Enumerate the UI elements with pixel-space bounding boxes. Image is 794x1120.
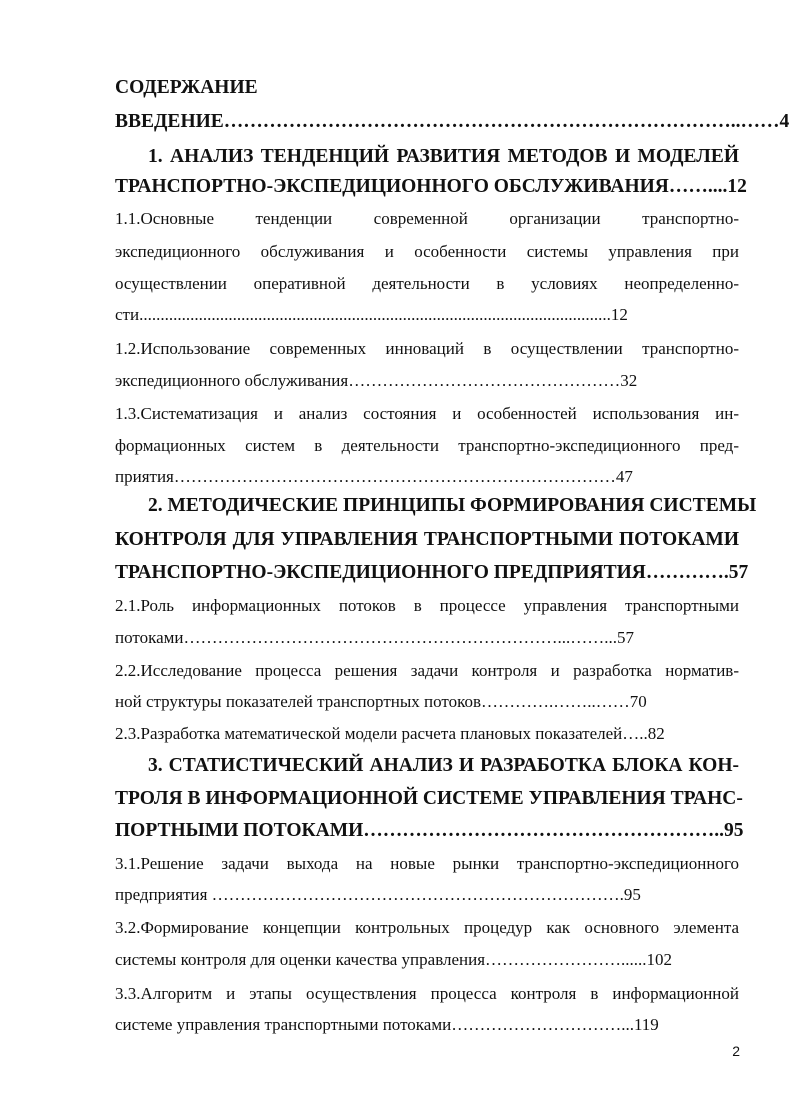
toc-section-3-1-line-2: предприятия ……………………………………………………………….95 bbox=[115, 885, 641, 904]
toc-section-1-1-line-1: 1.1.Основные тенденции современной организации транспортно- bbox=[115, 209, 739, 228]
toc-section-3-2-line-2: системы контроля для оценки качества управления……………………......102 bbox=[115, 950, 673, 969]
toc-section-2-2-line-1: 2.2.Исследование процесса решения задачи контроля и разработка норматив- bbox=[115, 661, 739, 680]
toc-section-1-3-line-1: 1.3.Систематизация и анализ состояния и особенностей использования ин- bbox=[115, 404, 739, 423]
toc-intro: ВВЕДЕНИЕ……………………………………………………………………..……4 bbox=[115, 111, 790, 132]
toc-chapter-2-line-1: 2. МЕТОДИЧЕСКИЕ ПРИНЦИПЫ ФОРМИРОВАНИЯ СИСТЕМЫ bbox=[148, 495, 757, 516]
toc-section-1-1-line-2: экспедиционного обслуживания и особенности системы управления при bbox=[115, 242, 739, 261]
toc-chapter-2-line-3: ТРАНСПОРТНО-ЭКСПЕДИЦИОННОГО ПРЕДПРИЯТИЯ………….57 bbox=[115, 562, 749, 583]
toc-chapter-3-line-2: ТРОЛЯ В ИНФОРМАЦИОННОЙ СИСТЕМЕ УПРАВЛЕНИЯ ТРАНС- bbox=[115, 788, 743, 809]
toc-chapter-1-line-2: ТРАНСПОРТНО-ЭКСПЕДИЦИОННОГО ОБСЛУЖИВАНИЯ……....12 bbox=[115, 176, 747, 197]
toc-section-2-1-line-1: 2.1.Роль информационных потоков в процессе управления транспортными bbox=[115, 596, 739, 615]
toc-section-1-1-line-4: сти...............................................................................................................12 bbox=[115, 305, 628, 324]
toc-section-1-1-line-3: осуществлении оперативной деятельности в условиях неопределенно- bbox=[115, 274, 739, 293]
toc-section-2-3: 2.3.Разработка математической модели расчета плановых показателей…..82 bbox=[115, 724, 665, 743]
toc-section-2-2-line-2: ной структуры показателей транспортных потоков………….……..……70 bbox=[115, 692, 647, 711]
toc-chapter-3-line-1: 3. СТАТИСТИЧЕСКИЙ АНАЛИЗ И РАЗРАБОТКА БЛОКА КОН- bbox=[148, 755, 739, 776]
toc-section-1-3-line-3: приятия……………………………………………………………………47 bbox=[115, 467, 633, 486]
toc-chapter-3-line-3: ПОРТНЫМИ ПОТОКАМИ………………………………………………..95 bbox=[115, 820, 744, 841]
toc-section-1-2-line-2: экспедиционного обслуживания…………………………………………32 bbox=[115, 371, 638, 390]
toc-section-3-3-line-2: системе управления транспортными потоками…………………………...119 bbox=[115, 1015, 659, 1034]
toc-chapter-2-line-2: КОНТРОЛЯ ДЛЯ УПРАВЛЕНИЯ ТРАНСПОРТНЫМИ ПОТОКАМИ bbox=[115, 529, 739, 550]
toc-section-2-1-line-2: потоками…………………………………………………………...……...57 bbox=[115, 628, 634, 647]
toc-section-3-1-line-1: 3.1.Решение задачи выхода на новые рынки транспортно-экспедиционного bbox=[115, 854, 739, 873]
toc-section-3-2-line-1: 3.2.Формирование концепции контрольных процедур как основного элемента bbox=[115, 918, 739, 937]
toc-chapter-1-line-1: 1. АНАЛИЗ ТЕНДЕНЦИЙ РАЗВИТИЯ МЕТОДОВ И МОДЕЛЕЙ bbox=[148, 146, 739, 167]
page-number: 2 bbox=[732, 1043, 740, 1059]
toc-title: СОДЕРЖАНИЕ bbox=[115, 77, 258, 98]
toc-section-1-2-line-1: 1.2.Использование современных инноваций в осуществлении транспортно- bbox=[115, 339, 739, 358]
toc-section-3-3-line-1: 3.3.Алгоритм и этапы осуществления процесса контроля в информационной bbox=[115, 984, 739, 1003]
toc-section-1-3-line-2: формационных систем в деятельности транспортно-экспедиционного пред- bbox=[115, 436, 739, 455]
